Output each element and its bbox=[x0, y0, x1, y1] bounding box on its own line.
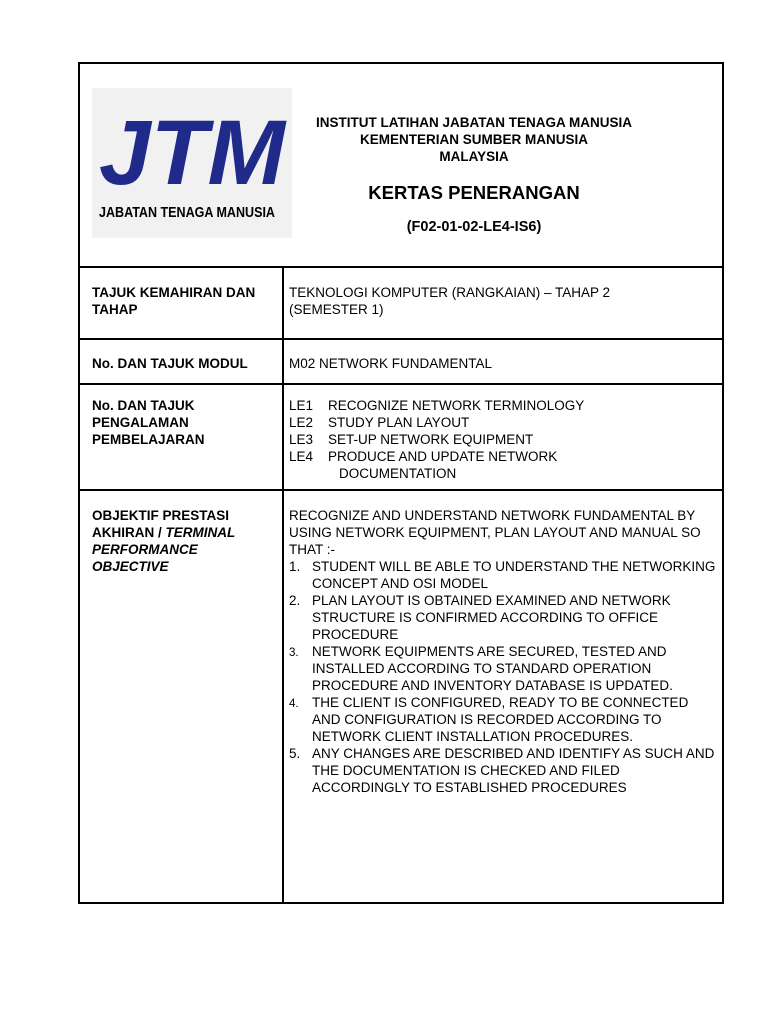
learning-item bbox=[289, 448, 717, 465]
module-label: No. DAN TAJUK MODUL bbox=[92, 356, 248, 371]
objective-label-text: OBJEKTIF PRESTASI AKHIRAN / bbox=[92, 508, 230, 540]
objective-content bbox=[289, 507, 717, 796]
objective-item-text: ANY CHANGES ARE DESCRIBED AND IDENTIFY AS SUCH AND THE DOCUMENTATION IS CHECKED AND FILED ACCORDINGLY TO ESTABLISHED PROCEDURES bbox=[312, 746, 715, 795]
objective-label-italic: TERMINAL PERFORMANCE OBJECTIVE bbox=[92, 525, 236, 574]
skill-row bbox=[80, 266, 722, 340]
objective-item-number: 5. bbox=[289, 746, 301, 761]
logo-caption: JABATAN TENAGA MANUSIA bbox=[99, 204, 276, 221]
objective-item bbox=[289, 592, 717, 643]
skill-value-line: (SEMESTER 1) bbox=[289, 302, 384, 317]
learning-item-title: STUDY PLAN LAYOUT bbox=[328, 415, 470, 430]
learning-item-title: PRODUCE AND UPDATE NETWORK bbox=[328, 449, 558, 464]
document-title: KERTAS PENERANGAN bbox=[368, 182, 580, 203]
skill-value-line: TEKNOLOGI KOMPUTER (RANGKAIAN) – TAHAP 2 bbox=[289, 285, 611, 300]
objective-list bbox=[289, 558, 717, 796]
information-sheet-table bbox=[78, 62, 724, 904]
institute-name: INSTITUT LATIHAN JABATAN TENAGA MANUSIA bbox=[316, 115, 632, 130]
learning-item bbox=[289, 397, 717, 414]
logo-letters: JTM bbox=[99, 102, 288, 204]
objective-item bbox=[289, 643, 717, 694]
learning-label: No. DAN TAJUK PENGALAMAN PEMBELAJARAN bbox=[92, 398, 205, 447]
learning-item-code: LE3 bbox=[289, 432, 314, 447]
learning-item-title: SET-UP NETWORK EQUIPMENT bbox=[328, 432, 534, 447]
objective-item-number: 1. bbox=[289, 559, 301, 574]
objective-item-number: 2. bbox=[289, 593, 301, 608]
objective-item bbox=[289, 745, 717, 796]
ministry-name: KEMENTERIAN SUMBER MANUSIA bbox=[359, 132, 588, 147]
document-header bbox=[80, 64, 722, 268]
jtm-logo bbox=[92, 88, 292, 238]
learning-item-code: LE4 bbox=[289, 449, 314, 464]
learning-item-code: LE1 bbox=[289, 398, 314, 413]
objective-intro: RECOGNIZE AND UNDERSTAND NETWORK FUNDAMENTAL BY USING NETWORK EQUIPMENT, PLAN LAYOUT AND MANUAL SO THAT :- bbox=[289, 508, 701, 557]
objective-row bbox=[80, 491, 722, 902]
module-value: M02 NETWORK FUNDAMENTAL bbox=[289, 356, 493, 371]
objective-item bbox=[289, 694, 717, 745]
objective-label bbox=[92, 507, 277, 575]
institute-block bbox=[294, 114, 654, 165]
skill-value bbox=[289, 284, 717, 318]
objective-item-text: PLAN LAYOUT IS OBTAINED EXAMINED AND NETWORK STRUCTURE IS CONFIRMED ACCORDING TO OFFICE PROCEDURE bbox=[312, 593, 671, 642]
learning-item-code: LE2 bbox=[289, 415, 314, 430]
objective-item-text: STUDENT WILL BE ABLE TO UNDERSTAND THE NETWORKING CONCEPT AND OSI MODEL bbox=[312, 559, 716, 591]
learning-item-title: RECOGNIZE NETWORK TERMINOLOGY bbox=[328, 398, 585, 413]
objective-item-number: 3. bbox=[289, 647, 299, 659]
learning-item-continuation: DOCUMENTATION bbox=[339, 466, 457, 481]
objective-item-text: THE CLIENT IS CONFIGURED, READY TO BE CONNECTED AND CONFIGURATION IS RECORDED ACCORDING TO NETWORK CLIENT INSTALLATION PROCEDURES. bbox=[312, 695, 689, 744]
learning-item bbox=[289, 414, 717, 431]
module-row bbox=[80, 340, 722, 385]
skill-label: TAJUK KEMAHIRAN DAN TAHAP bbox=[92, 285, 256, 317]
learning-row bbox=[80, 385, 722, 491]
country-name: MALAYSIA bbox=[439, 149, 509, 164]
objective-item bbox=[289, 558, 717, 592]
learning-item bbox=[289, 431, 717, 448]
objective-item-number: 4. bbox=[289, 698, 299, 710]
document-code: (F02-01-02-LE4-IS6) bbox=[406, 219, 542, 235]
objective-item-text: NETWORK EQUIPMENTS ARE SECURED, TESTED AND INSTALLED ACCORDING TO STANDARD OPERATION PROCEDURE AND INVENTORY DATABASE IS UPDATED. bbox=[312, 644, 673, 693]
jtm-logo-graphic bbox=[92, 88, 292, 238]
learning-list bbox=[289, 397, 717, 482]
